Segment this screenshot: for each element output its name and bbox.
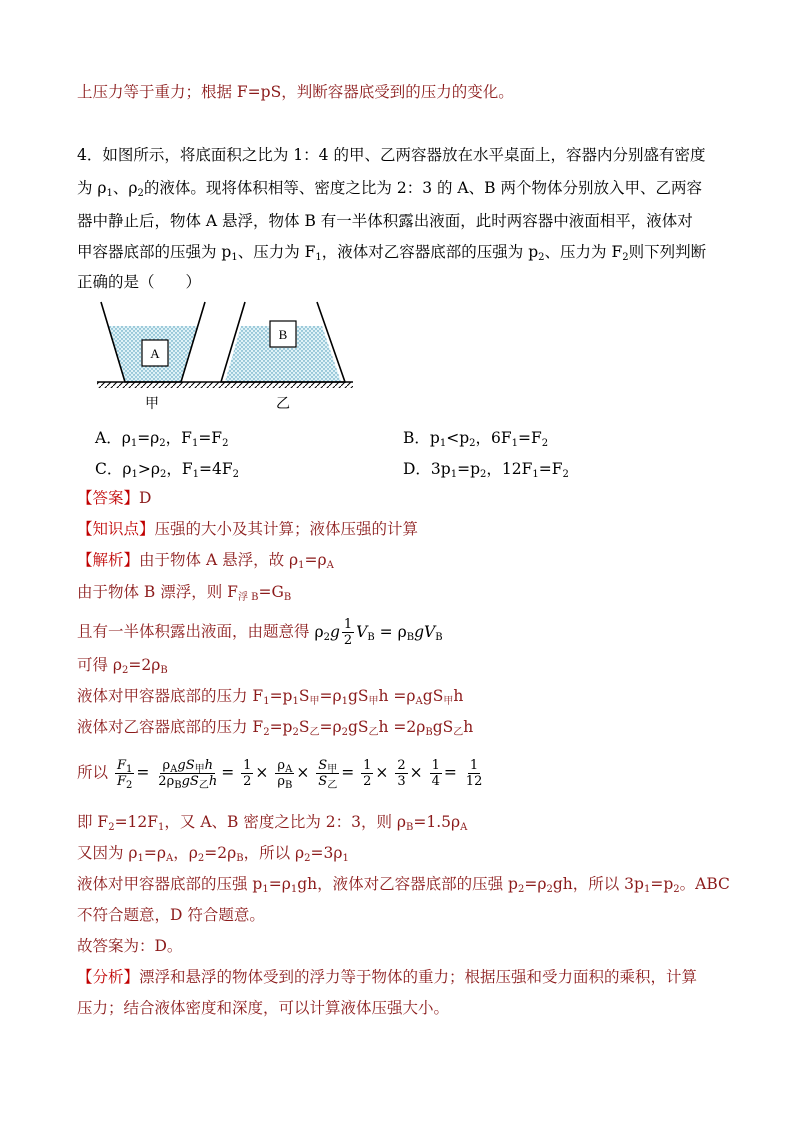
answer-tag: 【答案】 [77,489,140,507]
container-figure [95,296,355,414]
analysis-line-4: 可得 $\rho_2=2\rho_B$ [77,656,168,676]
knowledge-tag: 【知识点】 [77,520,155,538]
block-a-label: A [150,346,160,361]
question-line-5: 正确的是（ ） [77,273,202,291]
analysis-line-9: 又因为 $\rho_1=\rho_A$，$\rho_2=2\rho_B$，所以 $\rho_2=3\rho_1$ [77,844,349,864]
summary-tag: 【分析】 [77,968,140,986]
analysis-line-10: 液体对甲容器底部的压强 $p_1=\rho_1gh$，液体对乙容器底部的压强 $p_2=\rho_2gh$，所以 $3p_1=p_2$。ABC [77,875,730,895]
question-line-4: 甲容器底部的压强为 $p_1$、压力为 $F_1$，液体对乙容器底部的压强为 $p_2$、压力为 $F_2$则下列判断 [77,243,707,263]
analysis-line-5: 液体对甲容器底部的压力 $F_1=p_1S_甲=\rho_1gS_甲h =\rho_AgS_甲h$ [77,687,464,707]
option-a[interactable]: A．$\rho_1=\rho_2$，$F_1=F_2$ [95,429,229,449]
analysis-line-1: 【解析】由于物体 A 悬浮，故 $\rho_1=\rho_A$ [77,551,334,571]
knowledge-line: 【知识点】压强的大小及其计算；液体压强的计算 [77,520,419,538]
label-yi: 乙 [276,396,290,412]
analysis-tag: 【解析】 [77,551,140,569]
analysis-line-2: 由于物体 B 漂浮，则 $F_{浮 B}=G_B$ [77,583,292,603]
question-line-2: 为 $\rho_1$、$\rho_2$的液体。现将体积相等、密度之比为 2：3 的 A、B 两个物体分别放入甲、乙两容 [77,179,702,199]
summary-line-1: 【分析】漂浮和悬浮的物体受到的浮力等于物体的重力；根据压强和受力面积的乘积，计算 [77,968,698,986]
question-line-3: 器中静止后，物体 A 悬浮，物体 B 有一半体积露出液面，此时两容器中液面相平，液体对 [77,212,693,230]
question-line-1: 4．如图所示，将底面积之比为 1：4 的甲、乙两容器放在水平桌面上，容器内分别盛有密度 [77,146,706,164]
answer-line: 【答案】D [77,489,152,507]
analysis-line-8: 即 $F_2=12F_1$，又 A、B 密度之比为 2：3，则 $\rho_B=1.5\rho_A$ [77,813,468,833]
container-diagram [95,296,355,414]
analysis-line-7: 所以 $\frac{F_1}{F_2}$ = $\frac{\rho_AgS_甲h}{2\rho_BgS_乙h}$ = $\frac{1}{2}$ × $\frac{\rho_A}{\rho_B}$ × $\frac{S_甲}{S_乙}$ = $\frac{1}{2}$ × $\frac{2}{3}$ × $\frac{1}{4}$ = $\frac{1}{12}$ [77,758,483,791]
analysis-line-11: 不符合题意，D 符合题意。 [77,906,265,924]
option-c[interactable]: C．$\rho_1>\rho_2$，$F_1=4F_2$ [95,460,239,480]
ground-hatch [97,382,353,388]
block-b-label: B [278,327,288,342]
option-b[interactable]: B．$p_1<p_2$，$6F_1=F_2$ [403,429,549,449]
analysis-line-12: 故答案为：D。 [77,937,183,955]
previous-text-line: 上压力等于重力；根据 F=pS，判断容器底受到的压力的变化。 [77,83,514,101]
option-d[interactable]: D．$3p_1=p_2$，$12F_1=F_2$ [403,460,569,480]
label-jia: 甲 [145,396,159,412]
analysis-line-3: 且有一半体积露出液面，由题意得 $\rho_2g$ $\frac{1}{2}$ $V_B = \rho_BgV_B$ [77,617,443,648]
analysis-line-6: 液体对乙容器底部的压力 $F_2=p_2S_乙=\rho_2gS_乙h =2\rho_BgS_乙h$ [77,718,474,738]
summary-line-2: 压力；结合液体密度和深度，可以计算液体压强大小。 [77,999,450,1017]
